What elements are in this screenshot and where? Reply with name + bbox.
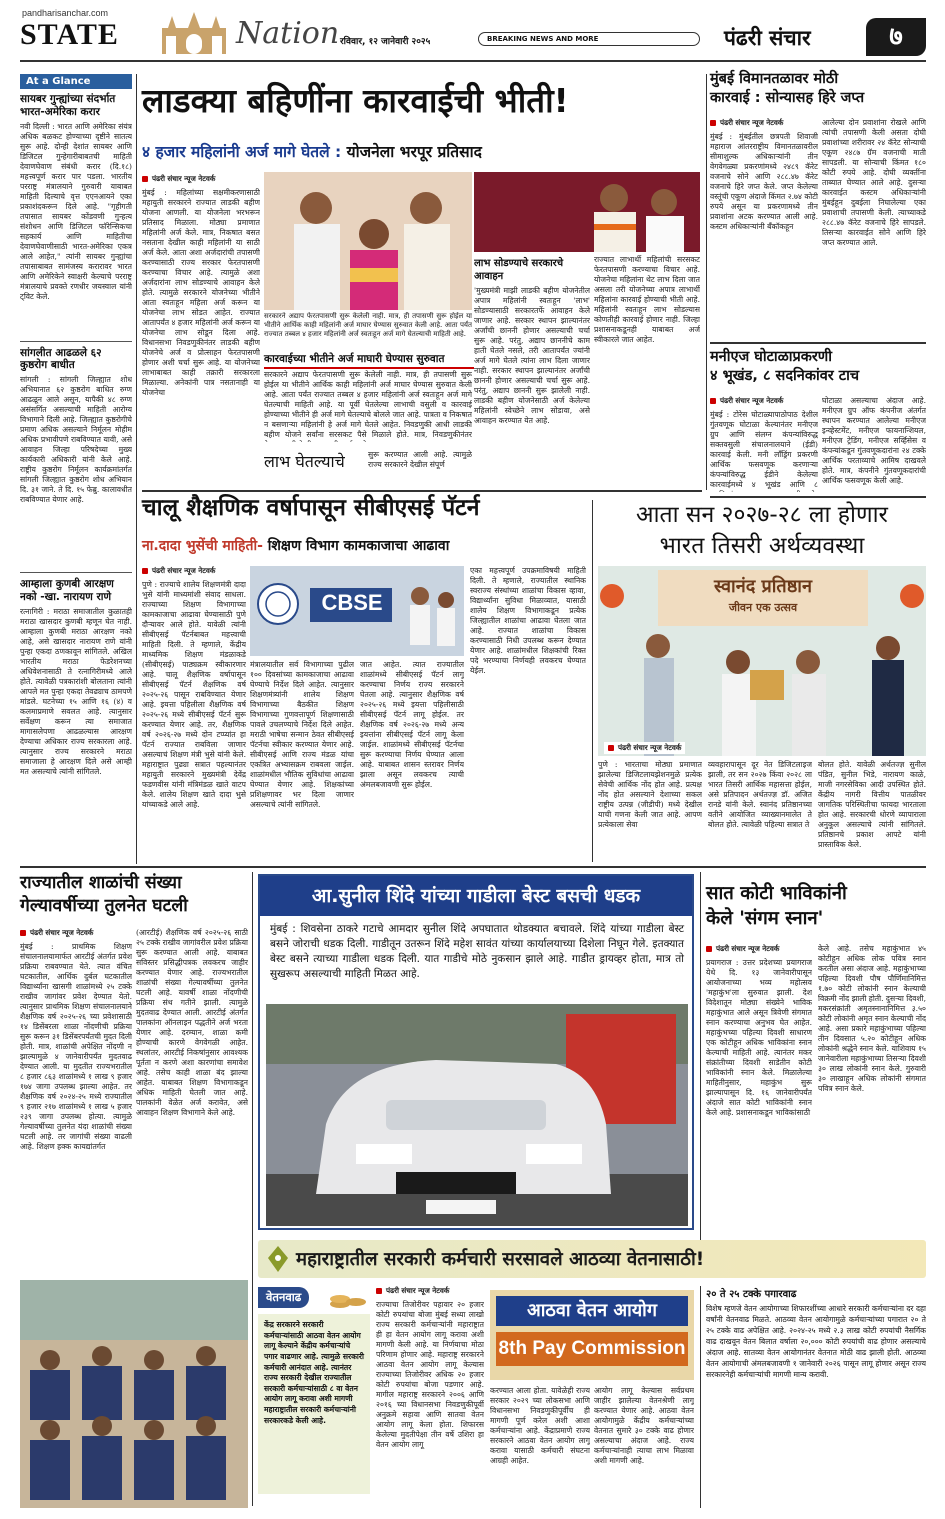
airport-headline-2: कारवाई : सोन्यासह हिरे जप्त [710, 89, 865, 106]
column-rule [136, 74, 137, 864]
byline [706, 944, 812, 954]
schools-col-2 [136, 928, 248, 1276]
bullet-icon [376, 1288, 382, 1294]
bullet-icon [706, 946, 712, 952]
salary-body-2: करण्यात आला होता. यावेळेही राज्य सरकार २०२९ च्या लोकसभा आणि विधानसभा निवडणुकीपूर्वीच ही मागणी पूर्ण करेल अशी आशा कर्मचाऱ्यांना आहे. केंद्राप्रमाणे राज्य सरकारने आठवा वेतन आयोग लागू करावा यासाठी कर्मचारी संघटना आग्रही आहेत. [490, 1386, 590, 1466]
manies-headline-2: ४ भूखंड, ८ सदनिकांवर टाच [710, 367, 860, 384]
ladki-subhead-2: योजनेला भरपूर प्रतिसाद [346, 143, 482, 161]
manies-col-1 [710, 396, 818, 492]
cbse-sub-black: शिक्षण विभाग कामकाजाचा आढावा [267, 538, 450, 554]
economy-headline-1: आता सन २०२७-२८ ला होणार [636, 502, 888, 528]
cbse-body-2: मंत्रालयातील सर्व विभागाच्या पुढील १०० दिवसांच्या कामकाजाचा आढावा घेण्याचे निर्देश दिले आहेत. त्यानुसार शिक्षणमंत्र्यांनी शालेय शिक्षण विभागाच्या बैठकीत शिक्षण विभागाच्या गुणवत्तापूर्ण शिक्षणासाठी पावले उचलण्याचे निर्देश दिले आहेत. मराठी भाषेचा सन्मान ठेवत सीबीएसई पॅटर्नचा स्वीकार करण्यात येणार आहे. सीबीएसई आणि राज्य मंडळ यांचा एकत्रित अभ्यासक्रम राबवला जाईल. शाळांमधील भौतिक सुविधांचा आढावा घेण्यात येणार आहे. शिक्षकांच्या प्रशिक्षणावर भर दिला जाणार असल्याचे त्यांनी सांगितले. [250, 660, 354, 810]
pen-nib-icon [264, 1244, 292, 1274]
byline-text: पंढरी संचार न्यूज नेटवर्क [386, 1286, 450, 1295]
cbse-col-2 [250, 660, 354, 860]
economy-banner-1: स्वानंद प्रतिष्ठान [714, 576, 812, 597]
glance-item-text: रत्नागिरी : मराठा समाजातील कुळातही मराठा खासदार कुणबी म्हणून घेत नाही. आम्हाला कुणबी मराठा आरक्षण नको आहे, असे खासदार नारायण राणे यांनी पुन्हा एकदा ठणकावून सांगितले. अखिल भारतीय मराठा फेडरेशनच्या अधिवेशनासाठी ते रत्नागिरीमध्ये आले होते. त्यावेळी पत्रकारांशी बोलताना त्यांनी आपले मत पुन्हा एकदा तेवढ्याच ठामपणे मांडले. घटनेच्या १५ आणि १६ (४) व कलमाप्रमाणे सवलत आहे. त्यानुसार सर्वेक्षण करून त्या समाजात मागासलेपणा आढळल्यास आरक्षण देण्याचा अधिकार राज्य सरकारला आहे. त्यानुसार राज्य सरकारने मराठा समाजाला हे आरक्षण दिले असे आम्ही मत असल्याचे त्यांनी सांगितले. [20, 606, 132, 777]
column-rule [700, 872, 701, 1240]
byline-text: पंढरी संचार न्यूज नेटवर्क [618, 743, 682, 752]
glance-item-title: सायबर गुन्ह्यांच्या संदर्भात भारत-अमेरिका करार [20, 93, 116, 118]
accident-box [258, 874, 694, 1230]
schools-body-1: मुंबई : प्राथमिक शिक्षण संचालनालयामार्फत आरटीई अंतर्गत प्रवेश प्रक्रिया राबवण्यात येते. त्यात वंचित घटकातील, आर्थिक दुर्बल घटकातील विद्यार्थ्यांना खासगी शाळांमध्ये २५ टक्के राखीव जागांवर प्रवेश देण्यात येतो. त्यानुसार प्राथमिक शिक्षण संचालनालयाने शैक्षणिक वर्ष २०२५-२६ च्या प्रवेशासाठी १४ डिसेंबरला शाळा नोंदणीची प्रक्रिया सुरू करून ३१ डिसेंबरपर्यंतची मुदत दिली होती. मात्र, शाळांची अपेक्षित नोंदणी न झाल्यामुळे ४ जानेवारीपर्यंत मुदतवाढ देण्यात आली. या मुदतीत राज्यभरातील ८ हजार ८६३ शाळांमध्ये १ लाख ९ हजार १७४ जागा उपलब्ध झाल्या आहेत. तर शैक्षणिक वर्ष २०२४-२५ मध्ये राज्यातील ९ हजार २१७ शाळांमध्ये १ लाख ५ हजार २३९ जागा उपलब्ध होत्या. त्यामुळे गेल्यावर्षीच्या तुलनेत यंदा शाळांची संख्या घटली आहे. तर जागांची संख्या वाढली आहे. शिक्षण हक्क कायद्यांतर्गत [20, 942, 132, 1152]
at-a-glance-column [20, 74, 132, 914]
byline-text: पंढरी संचार न्यूज नेटवर्क [720, 118, 784, 127]
economy-body-1: पुणे : भारताचा मोठ्या प्रमाणात झालेल्या डिजिटलायझेशनमुळे प्रत्येक सेवेची आर्थिक नोंद होत आहे. प्रत्यक्ष नोंद होत असल्याने देशाच्या सकल राष्ट्रीय उत्पन्न (जीडीपी) मध्ये देखील याची गणना केली जात आहे. आपण प्रत्येकाला सेवा [598, 760, 702, 830]
brand-name: पंढरी संचार [724, 26, 811, 50]
accident-photo [266, 1004, 688, 1226]
salary-right-title: २० ते २५ टक्के पगारवाढ [706, 1289, 797, 1300]
column-rule [592, 500, 593, 862]
bullet-icon [142, 176, 148, 182]
pay-commission-banner [490, 1290, 694, 1380]
ladki-bottom-2: सुरू करण्यात आली आहे. त्यामुळे राज्य सरकारने देखील संपूर्ण [368, 450, 472, 470]
schools-headline [20, 872, 246, 918]
column-rule [706, 74, 707, 490]
salary-body-3: आयोग लागू केल्यास सर्वप्रथम जाहीर झालेल्या वेतनश्रेणी लागू करण्यात येणार आहे. आठवा वेतन आयोगामुळे केंद्रीय कर्मचाऱ्यांच्या वेतनात सुमारे ३० टक्के वाढ होणार असल्याचा अंदाज आहे. राज्य कर्मचाऱ्यांनाही त्याचा लाभ मिळावा अशी मागणी आहे. [594, 1386, 694, 1466]
economy-banner-2: जीवन एक उत्सव [728, 601, 798, 614]
salary-headline: महाराष्ट्रातील सरकारी कर्मचारी सरसावले आठव्या वेतनासाठी! [296, 1249, 705, 1270]
sangam-body-1: प्रयागराज : उत्तर प्रदेशच्या प्रयागराज येथे दि. १३ जानेवारीपासून आयोजनाच्या भव्य महोत्सव 'महाकुंभ'ला सुरुवात झाली. देश विदेशातून मोठ्या संख्येने भाविक महाकुंभात आले असून त्रिवेणी संगमात स्नान करण्याचा अनुभव घेत आहेत. महाकुंभच्या पहिल्या दिवशी साधारण एक कोटीहून अधिक भाविकांना स्नान केल्याची माहिती आहे. त्यानंतर मकर संक्रांतीच्या दिवशी साडेतीन कोटी भाविकांनी स्नान केले. मिळालेल्या माहितीनुसार, महाकुंभ सुरू झाल्यापासून दि. १६ जानेवारीपर्यंत अंदाजे सात कोटी भाविकांनी स्नान केले आहे. प्रशासनाकडून भाविकांसाठी [706, 958, 812, 1118]
masthead-rule [20, 60, 926, 62]
salary-tag: वेतनवाढ [258, 1287, 309, 1308]
cbse-body-3: जात आहेत. त्यात राज्यातील शाळांमध्ये सीबीएसई पॅटर्न लागू करण्याचा निर्णय राज्य सरकारने घेतला आहे. त्यानुसार शैक्षणिक वर्ष २०२५-२६ मध्ये इयत्ता पहिलीसाठी सीबीएसई पॅटर्न लागू होईल. तर शैक्षणिक वर्ष २०२६-२७ मध्ये अन्य इयत्तांना सीबीएसई पॅटर्न लागू केला जाईल. शाळांमध्ये सीबीएसई पॅटर्नचा सुरू करण्याचा निर्णय घेण्यात आला आहे. याबाबत शासन स्तरावर निर्णय झाला असून लवकरच त्याची अंमलबजावणी सुरू होईल. [360, 660, 464, 790]
ladki-body-4: राज्यात लाभार्थी महिलांची सरसकट फेरतपासणी करण्याचा विचार आहे. योजनेचा महिलांना थेट लाभ दिला जात असला तरी योजनेच्या अपात्र लाभार्थी महिलांना कारवाई होण्याची भीती आहे. महिलांनी स्वतःहून लाभ सोडल्यास कोणतीही कारवाई होणार नाही. जिल्हा प्रशासनाकडूनही याबाबत अर्ज स्वीकारले जात आहेत. [594, 255, 700, 345]
bullet-icon [710, 398, 716, 404]
cbse-body-1: पुणे : राज्याचे शालेय शिक्षणमंत्री दादा भुसे यांनी माध्यमांशी संवाद साधला. राज्याच्या शिक्षण विभागाच्या कामकाजाचा आढावा घेण्यासाठी पुणे दौऱ्यावर आले होते. यावेळी त्यांनी सीबीएसई पॅटर्नबाबत महत्त्वाची माहिती दिली. ते म्हणाले, केंद्रीय माध्यमिक शिक्षण मंडळाकडे (सीबीएसई) पाठ्यक्रम स्वीकारणार आहे. चालू शैक्षणिक वर्षापासून सीबीएसई पॅटर्न शैक्षणिक वर्ष २०२५-२६ पासून राबविण्यात येणार आहे. इयत्ता पहिलीला शैक्षणिक वर्ष २०२५-२६ मध्ये सीबीएसई पॅटर्न सुरू करण्यात येणार आहे. तर, शैक्षणिक वर्ष २०२६-२७ मध्ये दोन टप्प्यांत हा पॅटर्न राज्यात राबविला जाणार असल्याचं शिक्षण मंत्री भुसे यांनी केले. महाराष्ट्रात पुढ्या सत्रात पहल्यानंतर महायुती सरकारने मुख्यमंत्री देवेंद्र फडणवीस यांनी मंत्रिमंडळ खाते वाटप केले. शालेय शिक्षण खाते दादा भुसे यांच्याकडे आले आहे. [142, 580, 246, 810]
bullet-icon [710, 120, 716, 126]
glance-item-title: आम्हाला कुणबी आरक्षण नको -खा. नारायण राणे [20, 578, 114, 603]
salary-body-1: राज्याचा तिजोरीवर पहावार २० हजार कोटी रुपयांचा बोजा मुंबई सध्या लाखो राज्य सरकारी कर्मचाऱ्यांनी महाराष्ट्रात ही हा वेतन आयोग लागू करावा अशी मागणी केली आहे. या निर्णयाचा मोठा परिणाम होणार आहे. महाराष्ट्र सरकारने आठवा वेतन आयोग लागू केल्यास राज्याच्या तिजोरीवर अधिक २० हजार कोटी रुपयांचा बोजा पडणार आहे. मागील महाराष्ट्र सरकारने २००६ आणि २०१६ च्या विधानसभा निवडणुकीपूर्वी अनुक्रमे सहावा आणि सातवा वेतन आयोग लागू केला होता. शिफारस केलेल्या मुदतीपेक्षा तीन वर्षे उशिरा हा वेतन आयोग लागू [376, 1300, 484, 1450]
pay-banner-2: 8th Pay Commission [496, 1332, 688, 1366]
page-number-badge [866, 18, 926, 56]
cbse-photo-text: CBSE [321, 590, 383, 615]
photo-caption: सरकारने अद्याप फेरतपासणी सुरू केलेली नाही. मात्र, ही तपासणी सुरू होईल या भीतीने आर्थिक काही महिलांनी अर्ज माघार घेण्यास सुरुवात केली आहे. आता पर्यंत राज्यात तब्बल ४ हजार महिलांनी अर्ज स्वतःहून अर्ज मागे घेतल्याची माहिती आहे. [264, 312, 472, 339]
cbse-col-4 [470, 566, 586, 858]
ladki-bottom-1: लाभ घेतल्याचे [264, 452, 345, 471]
photo-caption-strip [604, 742, 685, 754]
economy-headline-2: भारत तिसरी अर्थव्यवस्था [659, 533, 865, 560]
cbse-sub-red: ना.दादा भुसेंची माहिती- [142, 538, 263, 554]
byline [20, 928, 132, 938]
salary-col-1 [376, 1286, 484, 1508]
byline-text: पंढरी संचार न्यूज नेटवर्क [152, 174, 216, 183]
byline [710, 118, 818, 128]
byline-text: पंढरी संचार न्यूज नेटवर्क [30, 928, 94, 937]
bullet-icon [142, 568, 148, 574]
ladki-headline: लाडक्या बहिणींना कारवाईची भीती! [142, 81, 569, 120]
ladki-photo-body [264, 370, 472, 442]
section-rule [20, 866, 926, 868]
column-rule [700, 1286, 701, 1508]
schools-headline-1: राज्यातील शाळांची संख्या [20, 873, 182, 893]
sangam-col-1 [706, 944, 812, 1236]
schools-col-1 [20, 928, 132, 1276]
divider [20, 572, 132, 573]
breaking-pill[interactable] [478, 32, 700, 46]
ladki-photo-caption-strip [264, 312, 472, 352]
salary-header-bar [258, 1240, 926, 1278]
masthead-nation: Nation [236, 16, 340, 51]
gateway-icon [158, 10, 230, 56]
ladki-photo-2 [474, 172, 700, 252]
ladki-subhead: ४ हजार महिलांनी अर्ज मागे घेतले : [142, 143, 342, 161]
glance-item-text: नवी दिल्ली : भारत आणि अमेरिका संयंत्र अधिक बळकट होण्याच्या दृष्टीने सातत्य सुरू आहे. दोन्ही देशांत सायबर आणि डिजिटल गुन्हेगारीबाबतची माहिती देवाणघेवाण संबंधी करार (दि.१८) महत्त्वपूर्ण करार पार पडला. भारतीय परराष्ट्र मंत्रालयाने गुरुवारी याबाबत माहिती दिल्याचे वृत्त एएनआयने एका प्रकाशंदकरून दिले आहे. "गृहीगती तपासात सायबर कोंडवणी गुन्हत्य संशोधन आणि डिजिटल फॉरेन्सिकचा सहकार्य आणि माहितीचा देवाणघेवाणीसाठी भारत-अमेरिका एकत्र आले आहेत," त्यांनी सायबर गुन्ह्यांचा तपासाबाबत सामंजस्य करारावर भारत आणि अमेरिकेने स्वाक्षरी केल्याचे परराष्ट्र मंत्रालयाचे प्रवक्ते रणधीर जयस्वाल यांनी ट्विट केले. [20, 121, 132, 301]
byline-text: पंढरी संचार न्यूज नेटवर्क [152, 566, 216, 575]
salary-side-text: केंद्र सरकारने सरकारी कर्मचाऱ्यांसाठी आठवा वेतन आयोग लागू केल्याने केंद्रीय कर्मचाऱ्यांचे पगार वाढणार आहे. त्यामुळे सरकारी कर्मचारी आनंदात आहे. त्यानंतर राज्य सरकारी देखील राज्यातील सरकारी कर्मचाऱ्यांसाठी ८ वा वेतन आयोग लागू करावा अशी मागणी महाराष्ट्रातील सरकारी कर्मचाऱ्यांनी सरकारकडे केली आहे. [258, 1314, 370, 1494]
manies-col-2 [822, 396, 926, 492]
byline [142, 174, 260, 184]
cbse-photo [250, 566, 464, 656]
site-url[interactable]: pandharisanchar.com [22, 8, 109, 18]
airport-col-2 [822, 118, 926, 338]
cbse-body-4: एका महत्त्वपूर्ण उपक्रमाविषयी माहिती दिली. ते म्हणाले, राज्यातील स्थानिक स्वराज्य संस्थांच्या शाळांचा विकास व्हावा, विद्यार्थ्यांना सुविधा मिळाव्यात, यासाठी शालेय शिक्षण विभागाकडून प्रत्येक जिल्ह्यातील शाळांचा आढावा घेतला जात आहे. राज्यात शाळांचा विकास करण्यासाठी निधी उपलब्ध करून देण्यात येणार आहे. शाळांमधील शिक्षकांची रिक्त पदे भरण्याचा निर्णयही लवकरच घेण्यात येईल. [470, 566, 586, 676]
economy-headline [598, 500, 926, 562]
economy-body-2: व्यवहारापासून दूर नेत डिजिटलाइज झाली, तर सन २०२७ किंवा २०२८ ला भारत तिसरी आर्थिक महासत्ता होईल, असे प्रतिपादन अर्थतज्ज्ञ डॉ. अजित रानडे यांनी केले. स्वानंद प्रतिष्ठानच्या वतीने आयोजित व्याख्यानमालेत ते बोलत होते. त्यावेळी पहिल्या सत्रात ते [708, 760, 812, 830]
economy-body-3: बोलत होते. यावेळी अर्थतज्ज्ञ सुनील पंडित, सुनील भिडे, नारायण काळे, माजी नगरसेविका आदी उपस्थित होते. केंद्रीय नागरी वित्तीय पातळीवर जागतिक परिस्थितीचा फायदा भारताला होत आहे. सरकारची धोरणे व्यापाराला अनुकूल असल्याचे त्यांनी सांगितले. प्रतिष्ठानचे प्रकाश आपटे यांनी प्रास्ताविक केले. [818, 760, 926, 850]
ladki-body-photo: सरकारने अद्याप फेरतपासणी सुरू केलेली नाही. मात्र, ही तपासणी सुरू होईल या भीतीने आर्थिक काही महिलांनी अर्ज माघार घेण्यास सुरुवात केली आहे. आता पर्यंत राज्यात तब्बल ४ हजार महिलांनी अर्ज स्वतःहून अर्ज मागे घेतल्याची माहिती आहे. या पूर्वी घेतलेल्या लाभाची वसुली व कारवाई होण्याच्या भीतीने ही अर्ज मागे घेतल्याचे बोलले जात आहे. पात्रता व निकषात न बसणाऱ्या महिलांनी हे अर्ज मागे घेतले आहेत. निवडणुकी आधी लाडकी बहीण योजने सर्वांना सरसकट पैसे मिळाले होते. मात्र, निवडणुकीनंतर [264, 370, 472, 440]
byline [608, 743, 681, 753]
sangam-body-2: केले आहे. तसेच महाकुंभात ४५ कोटीहून अधिक लोक पवित्र स्नान करतील असा अंदाज आहे. महाकुंभाच्या पहिल्या दिवशी पौष पौर्णिमानिमित्त १.७० कोटी लोकांनी स्नान केल्याची विक्रमी नोंद झाली होती. दुसऱ्या दिवशी, मकरसंक्रांती अमृतस्नानानिमित्त ३.५० कोटी लोकांनी अमृत स्नान केल्याची नोंद आहे. असा प्रकारे महाकुंभाच्या पहिल्या तीन दिवसात ५.२० कोटीहून अधिक लोकांनी श्रद्धेने स्नान केले. याशिवाय १५ जानेवारीला महाकुंभाच्या तिसऱ्या दिवशी ३० लाख लोकांनी स्नान केले. गुरुवारी ३० लाखाहून अधिक लोकांनी संगमात पवित्र स्नान केले. [818, 944, 926, 1094]
byline [142, 566, 246, 576]
ladki-col-1 [142, 174, 260, 484]
salary-side-box [258, 1286, 370, 1506]
ladki-right-title: लाभ सोडण्याचे सरकारचे आवाहन [474, 258, 564, 282]
divider [20, 341, 132, 342]
glance-item-text: सांगली : सांगली जिल्ह्यात शोध अभियानात ६२ कुष्ठरोग बाधित रुग्ण आढळून आले असून, यापैकी ४८ रुग्ण असंसर्गित असल्याची माहिती आरोग्य विभागाने दिली आहे. जिल्ह्यात कुष्ठरोगीचे प्रमाण अधिक असल्याने निर्मूलन मोहीम अधिक प्रभावीपणे राबविण्यात यावी, असे आवाहन जिल्हा परिषदेच्या मुख्य कार्यकारी अधिकारी यांनी केले आहे. राष्ट्रीय कुष्ठरोग निर्मूलन कार्यक्रमांतर्गत सांगली जिल्ह्यात कुष्ठरोग शोध अभियान दि. ३१ जाने. ते दि. १५ फेब्रु. कालावधीत राबविण्यात येणार आहे. [20, 375, 132, 505]
cbse-headline: चालू शैक्षणिक वर्षापासून सीबीएसई पॅटर्न [142, 495, 480, 521]
byline [710, 396, 818, 406]
at-a-glance-label: At a Glance [20, 74, 132, 89]
manies-headline [710, 348, 926, 386]
salary-col-3 [594, 1386, 694, 1508]
ladki-right-body: 'मुख्यमंत्री माझी लाडकी बहीण योजनेतील अपात्र महिलांनी स्वतःहून 'लाभ' सोडण्यासाठी सरकारतर्फे आवाहन केले जाणार आहे. सरकार स्थापन झाल्यानंतर अर्जांची छाननी होणार असल्याची चर्चा सुरू आहे. परंतु, अद्याप छाननीचे काम हाती घेतले नसले, तरी आतापर्यंत ज्यांनी अर्ज मागे घेतले त्यांना लाभ दिला जाणार नाही. सरकार स्थापन झाल्यानंतर अर्जांची छाननी होणार असल्याची चर्चा सुरू आहे. परंतु, अद्याप छाननी सुरू झालेली नाही. लाडकी बहीण योजनेसाठी अर्ज केलेल्या महिलांनी स्वेच्छेने लाभ सोडावा, असे आवाहन करण्यात येत आहे. [474, 286, 590, 426]
schools-headline-2: गेल्यावर्षीच्या तुलनेत घटली [20, 896, 188, 917]
airport-col-1 [710, 118, 818, 338]
bullet-icon [608, 745, 614, 751]
section-rule [710, 342, 926, 344]
airport-body-2: आलेल्या दोन प्रवाशांना रोखले आणि त्यांची तपासणी केली असता दोघी प्रवाशांच्या शरीरावर २४ कॅरेट सोन्याची एकूण २४८७ ग्रॅम वजनाची माती सापडली. या सोन्याची किंमत १८० कोटी रुपये आहे. दोघी व्यक्तींना ताब्यात घेण्यात आले आहे. दुसऱ्या कारवाईत कस्टम अधिकाऱ्यांनी मुंबईहून दुबईला निघालेल्या एका प्रवाशाची तपासणी केली. त्याच्याकडे २८८.४७ कॅरेट वजनाचे हिरे सापडले. तिसऱ्या कारवाईत सोने आणि हिरे जप्त करण्यात आले. [822, 118, 926, 248]
byline [376, 1286, 484, 1296]
airport-headline [710, 70, 926, 108]
economy-photo [598, 566, 926, 756]
sangam-headline-2: केले 'संगम स्नान' [706, 907, 824, 929]
ladki-col-right [474, 255, 590, 485]
ladki-body-1: मुंबई : महिलांच्या सक्षमीकरणासाठी महायुती सरकारने राज्यात लाडकी बहीण योजना आणली. या योजनेला भरभरून प्रतिसाद मिळाला. मोठ्या प्रमाणात महिलांनी अर्ज केले. मात्र, निकषात बसत नसताना देखील काही महिलांनी या साठी अर्ज केले. आता अशा अर्जदारांची तपासणी करण्यासाठी राज्य सरकार फेरतपासणी करण्याचा विचार आहे. त्यामुळे अशा अर्जदारांना लाभ सोडण्याचे आवाहन केले होते. त्यामुळे सरकारने योजनेच्या भीतीने आता स्वतःहून महिला अर्ज करून या योजनेचा लाभ सोडत आहेत. राज्यात आतापर्यंत ४ हजार महिलांनी अर्ज करून या योजनेचा लाभ सोडून दिला आहे. विधानसभा निवडणुकीनंतर लाडकी बहीण योजनेचे अर्ज व प्रोत्साहन फेरतपासणी होणार अशी चर्चा सुरू आहे. या योजनेच्या लाभाबाबत काही तक्रारी सरकारला मिळाल्या. अनेकांनी पात्र नसतानाही या योजनेचा [142, 188, 260, 398]
sangam-headline-1: सात कोटी भाविकांनी [706, 883, 847, 904]
ladki-photo [264, 172, 472, 310]
schools-photo [20, 1280, 248, 1508]
economy-col-2 [708, 760, 812, 860]
page-number: ७ [889, 22, 903, 52]
economy-col-1 [598, 760, 702, 860]
manies-body-1: मुंबई : टोरेस घोटाळ्यापाठोपाठ देशील गुंतवणूक घोटाळा केल्यानंतर मनीएज ग्रुप आणि संलग्न कंपन्यांविरुद्ध सक्तवसुली संचालनालयाने (ईडी) कारवाई केली. मनी लाँड्रिंग प्रकरणी आर्थिक फसवणूक करणाऱ्या कंपन्यांविरुद्ध ईडीने केलेल्या कारवाईमध्ये ४ भूखंड आणि ८ [710, 410, 818, 490]
cbse-subhead [142, 536, 588, 555]
accident-headline: आ.सुनील शिंदे यांच्या गाडीला बेस्ट बसची धडक [260, 876, 692, 916]
breaking-label: BREAKING NEWS AND MORE [487, 35, 599, 43]
bullet-icon [20, 930, 26, 936]
masthead-state: STATE [20, 18, 119, 51]
section-rule [142, 490, 702, 492]
airport-headline-1: मुंबई विमानतळावर मोठी [710, 71, 839, 87]
coins-icon [328, 1286, 368, 1310]
schools-body-2: (आरटीई) शैक्षणिक वर्ष २०२५-२६ साठी २५ टक्के राखीव जागांवरील प्रवेश प्रक्रिया सुरू करण्यात आली आहे. याबाबत सविस्तर प्रसिद्धीपत्रक लवकरच जाहीर करण्यात येणार आहे. राज्यभरातील शाळांची संख्या गेल्यावर्षीच्या तुलनेत घटली आहे. यावर्षी शाळा नोंदणीची प्रक्रिया संथ गतीने झाली. त्यामुळे मुदतवाढ देण्यात आली. आरटीई अंतर्गत पालकांना ऑनलाइन पद्धतीने अर्ज भरता येणार आहे. दरम्यान, शाळा कमी होण्याची कारणे वेगवेगळी आहेत. स्थलांतर, आरटीई निकषांनुसार आवश्यक पूर्तता न करणे अशा कारणांचा समावेश आहे. तसेच काही शाळा बंद झाल्या आहेत. याबाबत शिक्षण विभागाकडून अधिक माहिती घेतली जात आहे. पालकांनी वेळेत अर्ज करावेत, असे आवाहन शिक्षण विभागाने केले आहे. [136, 928, 248, 1118]
sangam-col-2 [818, 944, 926, 1236]
pay-banner-1: आठवा वेतन आयोग [496, 1296, 688, 1326]
sangam-headline [706, 882, 926, 932]
byline-text: पंढरी संचार न्यूज नेटवर्क [716, 944, 780, 953]
cbse-col-3 [360, 660, 464, 860]
ladki-red-caption: कारवाईच्या भीतीने अर्ज माघारी घेण्यास सुरुवात [264, 352, 474, 369]
salary-right [706, 1286, 926, 1508]
masthead [0, 0, 945, 68]
accident-body: मुंबई : शिवसेना ठाकरे गटाचे आमदार सुनील शिंदे अपघातात थोडक्यात बचावले. शिंदे यांच्या गाडीला बेस्ट बसने जोराची धडक दिली. गाडीतून उतरून शिंदे महेश सावंत यांच्या कार्यालयाच्या दिशेला निघून गेले. इतक्यात बेस्ट बसने त्याच्या गाडीला धडक दिली. यात गाडीचे मोठे नुकसान झाले आहे. गाडीत ड्रायव्हर होता, मात्र तो सुखरूप असल्याची माहिती मिळत आहे. [270, 923, 684, 980]
section-rule [710, 496, 926, 498]
column-rule [252, 872, 253, 1506]
ladki-col-4 [594, 255, 700, 485]
airport-body-1: मुंबई : मुंबईतील छत्रपती शिवाजी महाराज आंतरराष्ट्रीय विमानतळावरील सीमाशुल्क अधिकाऱ्यांनी तीन वेगवेगळ्या प्रकरणांमध्ये २४८९ कॅरेट वजनाचे सोने आणि २८८.४७ कॅरेट वजनाचे हिरे जप्त केले. जप्त केलेल्या वस्तूंची एकूण अंदाजे किंमत २.७४ कोटी रुपये असून या प्रकरणामध्ये तीन प्रवाशांना अटक करण्यात आली आहे. कस्टम अधिकाऱ्यांनी बँकॉकहून [710, 132, 818, 232]
masthead-date: रविवार, १२ जानेवारी २०२५ [340, 37, 431, 47]
ladki-subhead-row [142, 140, 702, 162]
salary-right-text: विशेष म्हणजे वेतन आयोगाच्या शिफारशींच्या आधारे सरकारी कर्मचाऱ्यांना दर दहा वर्षांनी वेतनवाढ मिळते. आठव्या वेतन आयोगामुळे कर्मचाऱ्यांच्या पगारात २० ते २५ टक्के वाढ अपेक्षित आहे. २०२४-२५ मध्ये २.३ लाख कोटी रुपयांची नैसर्गिक वाढ दाखवून वेतन बिलात वर्षाला २०,००० कोटी रुपयांची वाढ होणार असल्याचे अंदाज आहे. सातव्या वेतन आयोगानंतर वेतनात मोठी वाढ झाली होती. आठव्या वेतन आयोगाची अंमलबजावणी १ जानेवारी २०२६ पासून लागू होणार असून राज्य सरकारनेही कर्मचाऱ्यांची मागणी मान्य करावी. [706, 1304, 926, 1379]
glance-item-title: सांगलीत आढळले ६२ कुष्ठरोग बाधीत [20, 346, 102, 372]
manies-body-2: घोटाळा असल्याचा अंदाज आहे. मनीएज ग्रुप ऑफ कंपनीज अंतर्गत स्थापन करण्यात आलेल्या मनीएज इन्व्हेस्टमेंट, मनीएज फायनान्शियल, मनीएज ट्रेडिंग, मनीएज सर्व्हिसेस व कंपन्यांकडून गुंतवणूकदारांना २४ टक्के आर्थिक परताव्याचे आमिष दाखवले होते. मात्र, कंपनीने गुंतवणूकदारांची आर्थिक फसवणूक केली आहे. [822, 396, 926, 486]
economy-col-3 [818, 760, 926, 860]
byline-text: पंढरी संचार न्यूज नेटवर्क [720, 396, 784, 405]
cbse-col-1 [142, 566, 246, 858]
salary-col-2 [490, 1386, 590, 1508]
manies-headline-1: मनीएज घोटाळाप्रकरणी [710, 349, 833, 365]
